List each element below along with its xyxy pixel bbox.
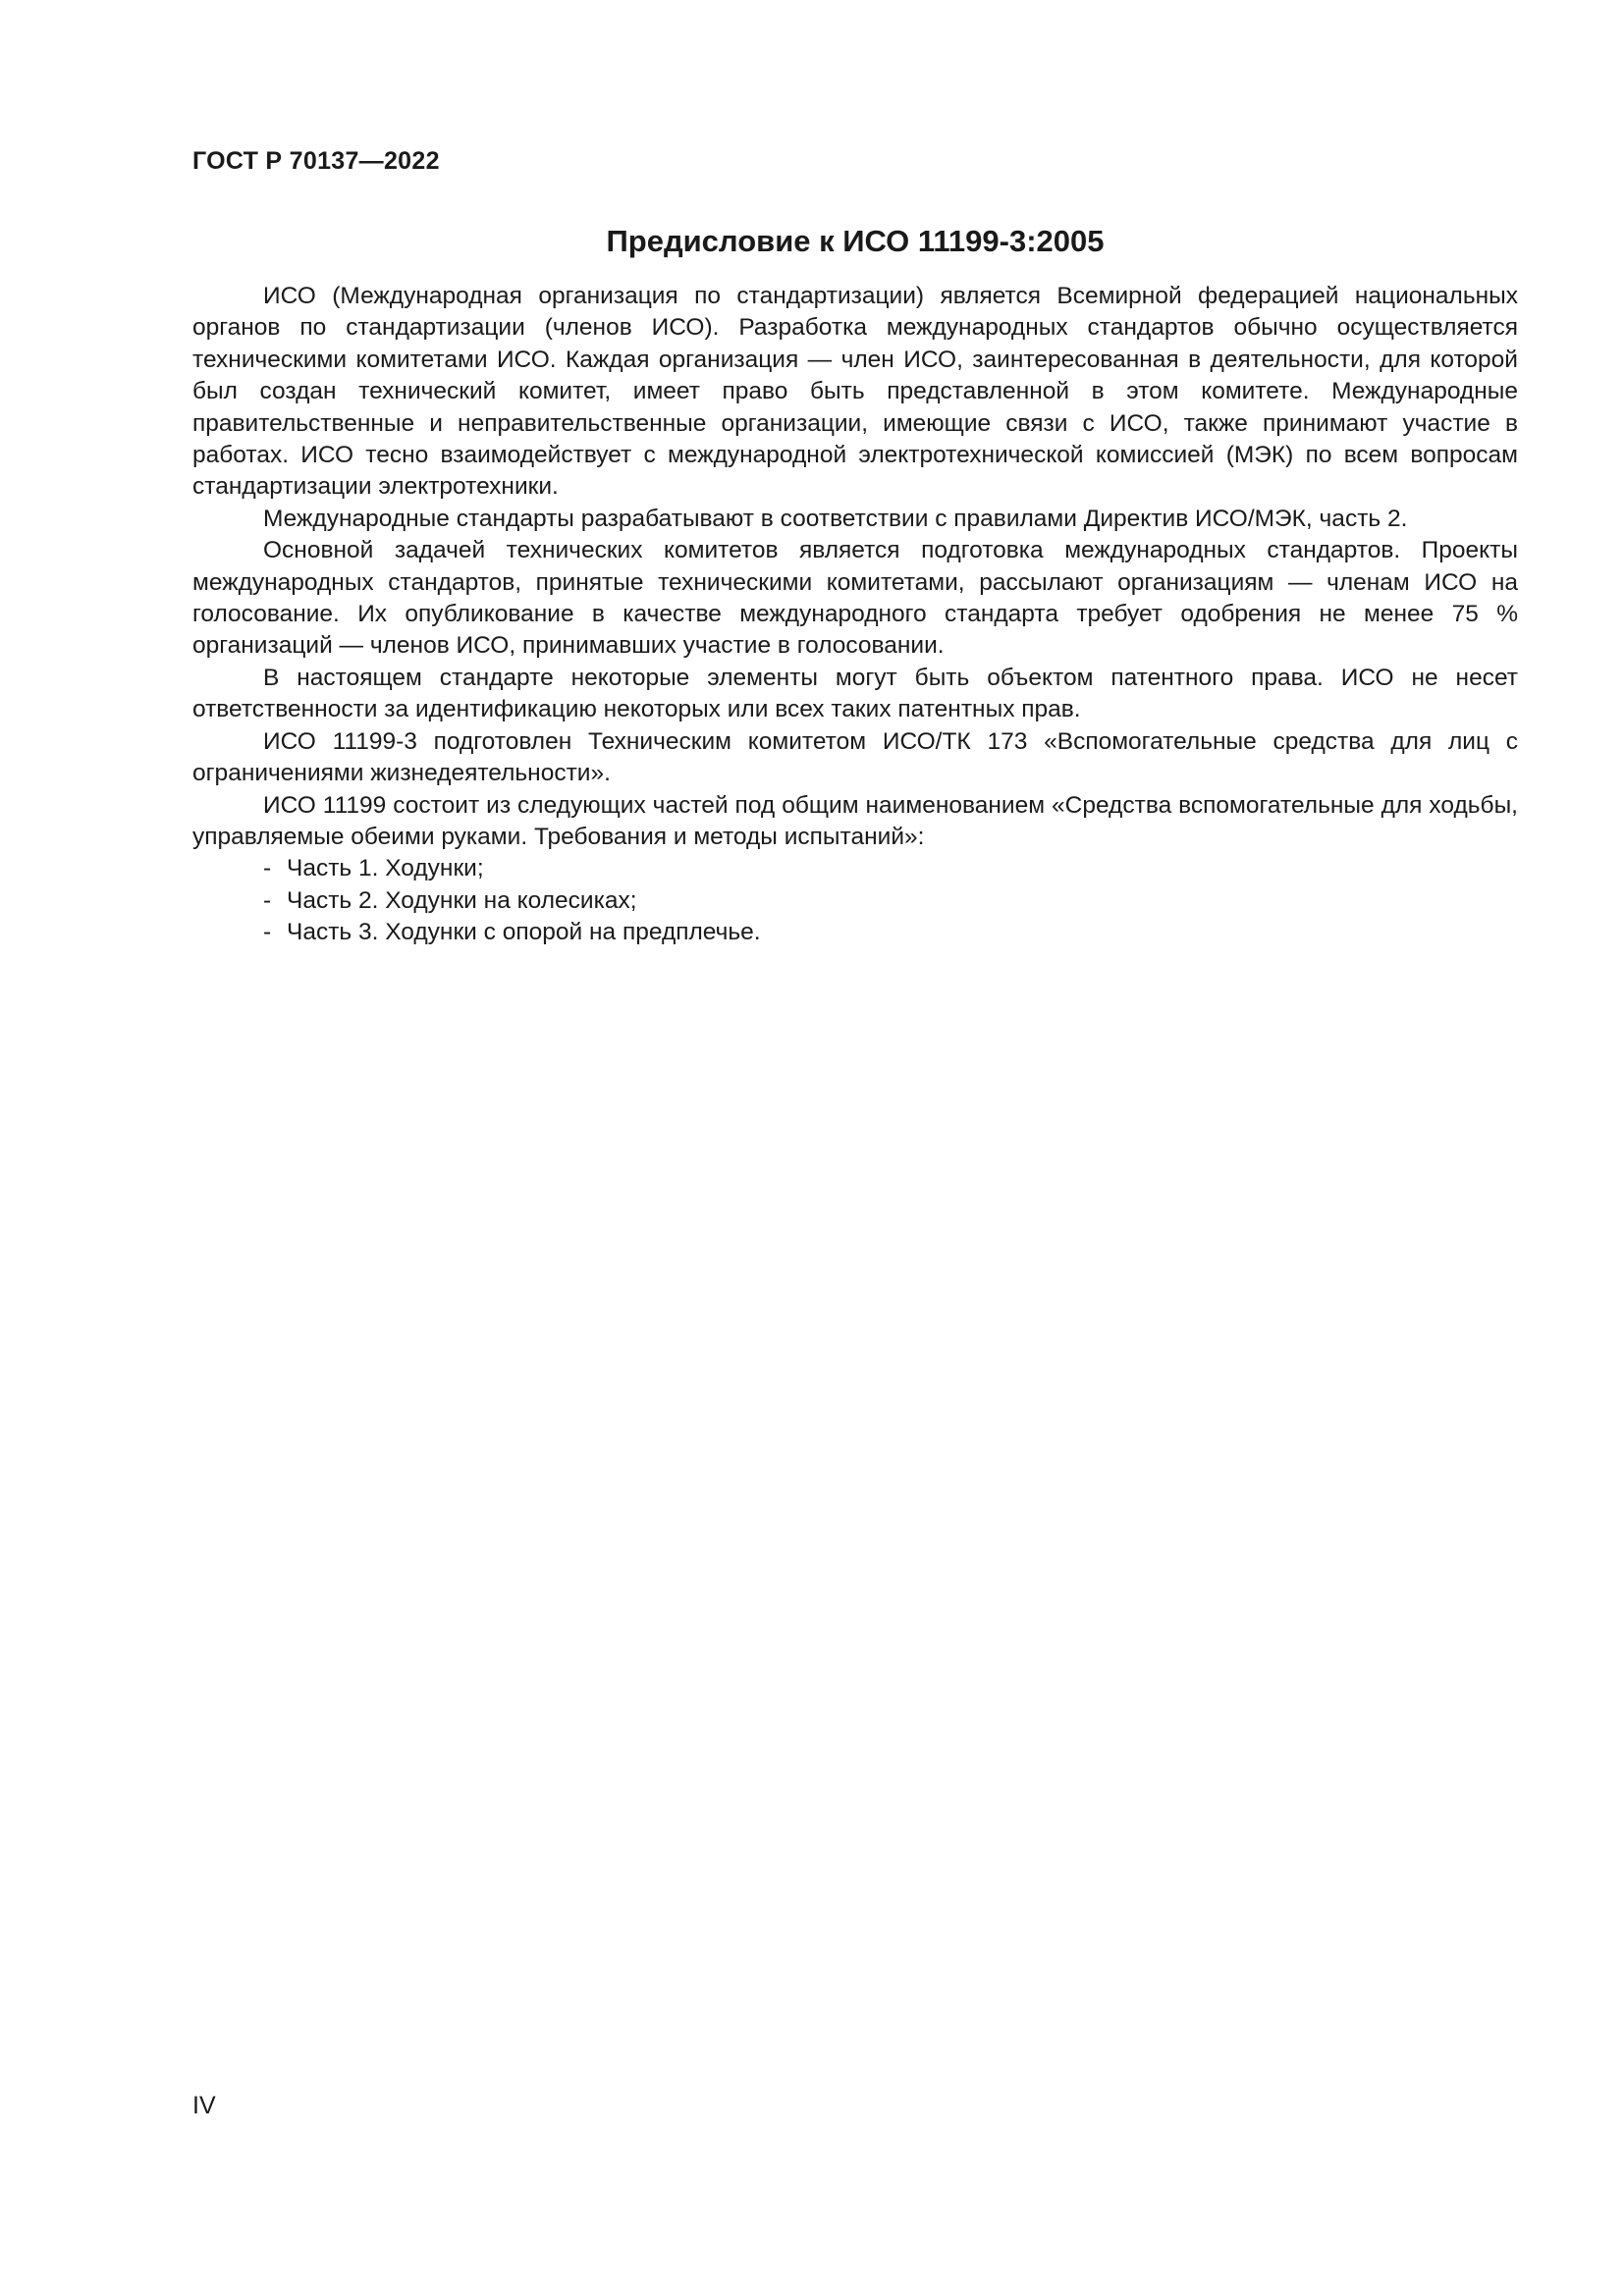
list-marker: - (263, 919, 272, 946)
paragraph-iso-intro: ИСО (Международная организация по стандартизации) является Всемирной федерацией национальных органов по стандартизации (членов ИСО). Разработка международных стандартов обычно осуществляется техническими комитетами ИСО. Каждая организация — член ИСО, заинтересованная в деятельности, для которой был создан технический комитет, имеет право быть представленной в этом комитете. Международные правительственные и неправительственные организации, имеющие связи с ИСО, также принимают участие в работах. ИСО тесно взаимодействует с международной электротехнической комиссией (МЭК) по всем вопросам стандартизации электротехники. (192, 283, 1518, 501)
list-marker: - (263, 855, 272, 882)
list-item-text: Часть 3. Ходунки с опорой на предплечье. (287, 919, 761, 946)
parts-list (192, 853, 1518, 948)
list-item (192, 917, 1518, 948)
list-item-text: Часть 1. Ходунки; (287, 855, 484, 882)
list-item (192, 853, 1518, 884)
list-marker: - (263, 886, 272, 914)
document-code: ГОСТ Р 70137—2022 (192, 147, 440, 175)
paragraph-directives: Международные стандарты разрабатывают в соответствии с правилами Директив ИСО/МЭК, часть 2. (263, 505, 1408, 532)
page-number: IV (192, 2092, 216, 2119)
paragraph-committees-task: Основной задачей технических комитетов является подготовка международных стандартов. Проекты международных стандартов, принятые техническими комитетами, рассылают организациям — членам ИСО на голосование. Их опубликование в качестве международного стандарта требует одобрения не менее 75 % организаций — членов ИСО, принимавших участие в голосовании. (192, 537, 1518, 660)
document-body (192, 281, 1518, 949)
paragraph-patent-rights: В настоящем стандарте некоторые элементы могут быть объектом патентного права. ИСО не несет ответственности за идентификацию некоторых или всех таких патентных прав. (192, 664, 1518, 723)
paragraph-parts-intro: ИСО 11199 состоит из следующих частей под общим наименованием «Средства вспомогательные для ходьбы, управляемые обеими руками. Требования и методы испытаний»: (192, 791, 1518, 850)
list-item (192, 885, 1518, 917)
section-title: Предисловие к ИСО 11199-3:2005 (606, 224, 1105, 258)
paragraph-prepared-by: ИСО 11199-3 подготовлен Техническим комитетом ИСО/ТК 173 «Вспомогательные средства для лиц с ограничениями жизнедеятельности». (192, 727, 1518, 787)
list-item-text: Часть 2. Ходунки на колесиках; (287, 886, 637, 914)
